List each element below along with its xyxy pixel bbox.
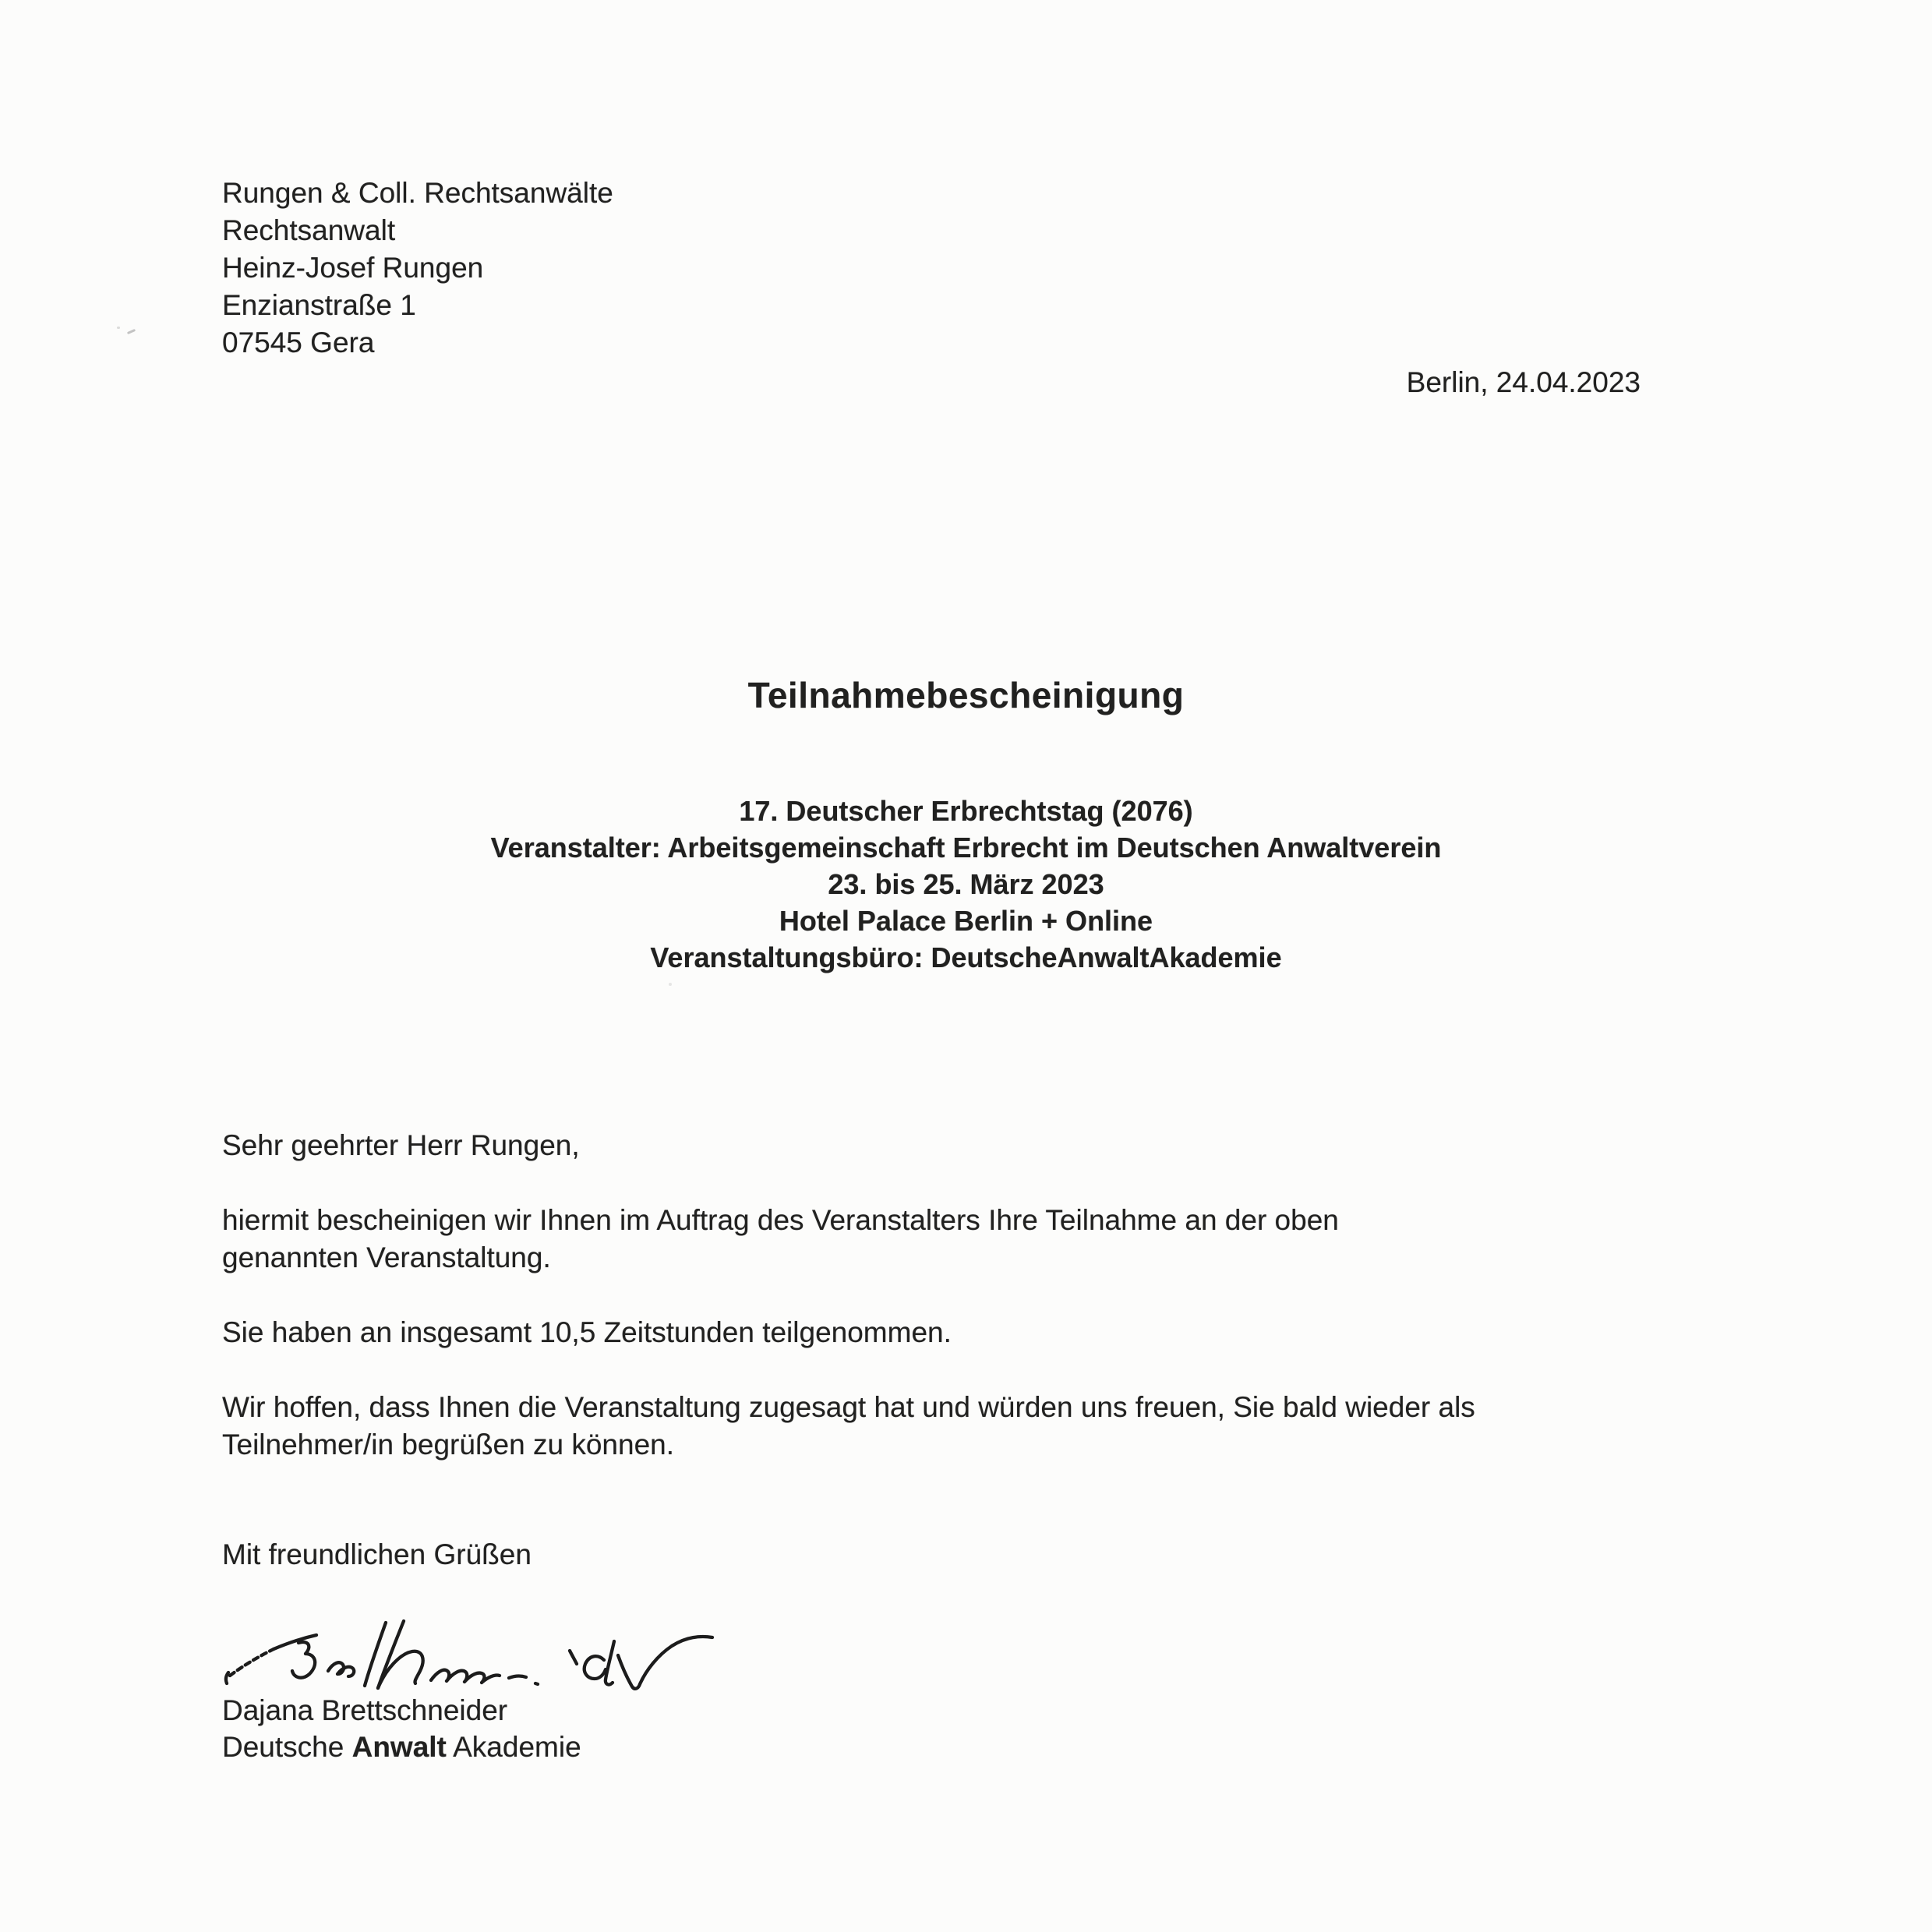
handwritten-signature-image (213, 1602, 727, 1700)
scan-speck (117, 327, 120, 329)
salutation: Sehr geehrter Herr Rungen, (222, 1129, 580, 1161)
event-line-dates: 23. bis 25. März 2023 (828, 868, 1104, 900)
signatory-organization (222, 1729, 581, 1765)
org-suffix: Akademie (446, 1731, 581, 1763)
org-prefix: Deutsche (222, 1731, 352, 1763)
paragraph-confirmation (222, 1202, 1475, 1277)
org-bold-word: Anwalt (351, 1731, 447, 1763)
paragraph-line: hiermit bescheinigen wir Ihnen im Auftrag des Veranstalters Ihre Teilnahme an der oben (222, 1204, 1339, 1236)
letter-title: Teilnahmebescheinigung (747, 675, 1185, 715)
recipient-line-city: 07545 Gera (222, 327, 375, 358)
paragraph-farewell (222, 1389, 1475, 1464)
scan-speck (127, 329, 136, 334)
recipient-address-block (222, 175, 613, 362)
signatory-block (222, 1692, 581, 1765)
paragraph-line: Sie haben an insgesamt 10,5 Zeitstunden teilgenommen. (222, 1316, 952, 1348)
event-line-organizer: Veranstalter: Arbeitsgemeinschaft Erbrecht im Deutschen Anwaltverein (490, 832, 1442, 864)
paragraph-line: Teilnehmer/in begrüßen zu können. (222, 1429, 675, 1460)
closing-greeting: Mit freundlichen Grüßen (222, 1538, 532, 1570)
paragraph-hours (222, 1314, 1475, 1351)
paragraph-line: Wir hoffen, dass Ihnen die Veranstaltung zugesagt hat und würden uns freuen, Sie bald wieder als (222, 1391, 1475, 1423)
event-line-venue: Hotel Palace Berlin + Online (779, 905, 1153, 937)
recipient-line-street: Enzianstraße 1 (222, 289, 416, 321)
event-details-block (0, 793, 1932, 976)
date-line: Berlin, 24.04.2023 (1406, 366, 1641, 398)
event-line-office: Veranstaltungsbüro: DeutscheAnwaltAkademie (650, 941, 1282, 973)
scan-speck (669, 983, 672, 986)
recipient-line-role: Rechtsanwalt (222, 214, 396, 246)
signatory-name: Dajana Brettschneider (222, 1694, 508, 1726)
event-line-name: 17. Deutscher Erbrechtstag (2076) (739, 795, 1193, 827)
recipient-line-firm: Rungen & Coll. Rechtsanwälte (222, 177, 613, 209)
letter-body (222, 1127, 1475, 1574)
paragraph-line: genannten Veranstaltung. (222, 1241, 551, 1273)
recipient-line-name: Heinz-Josef Rungen (222, 252, 484, 284)
